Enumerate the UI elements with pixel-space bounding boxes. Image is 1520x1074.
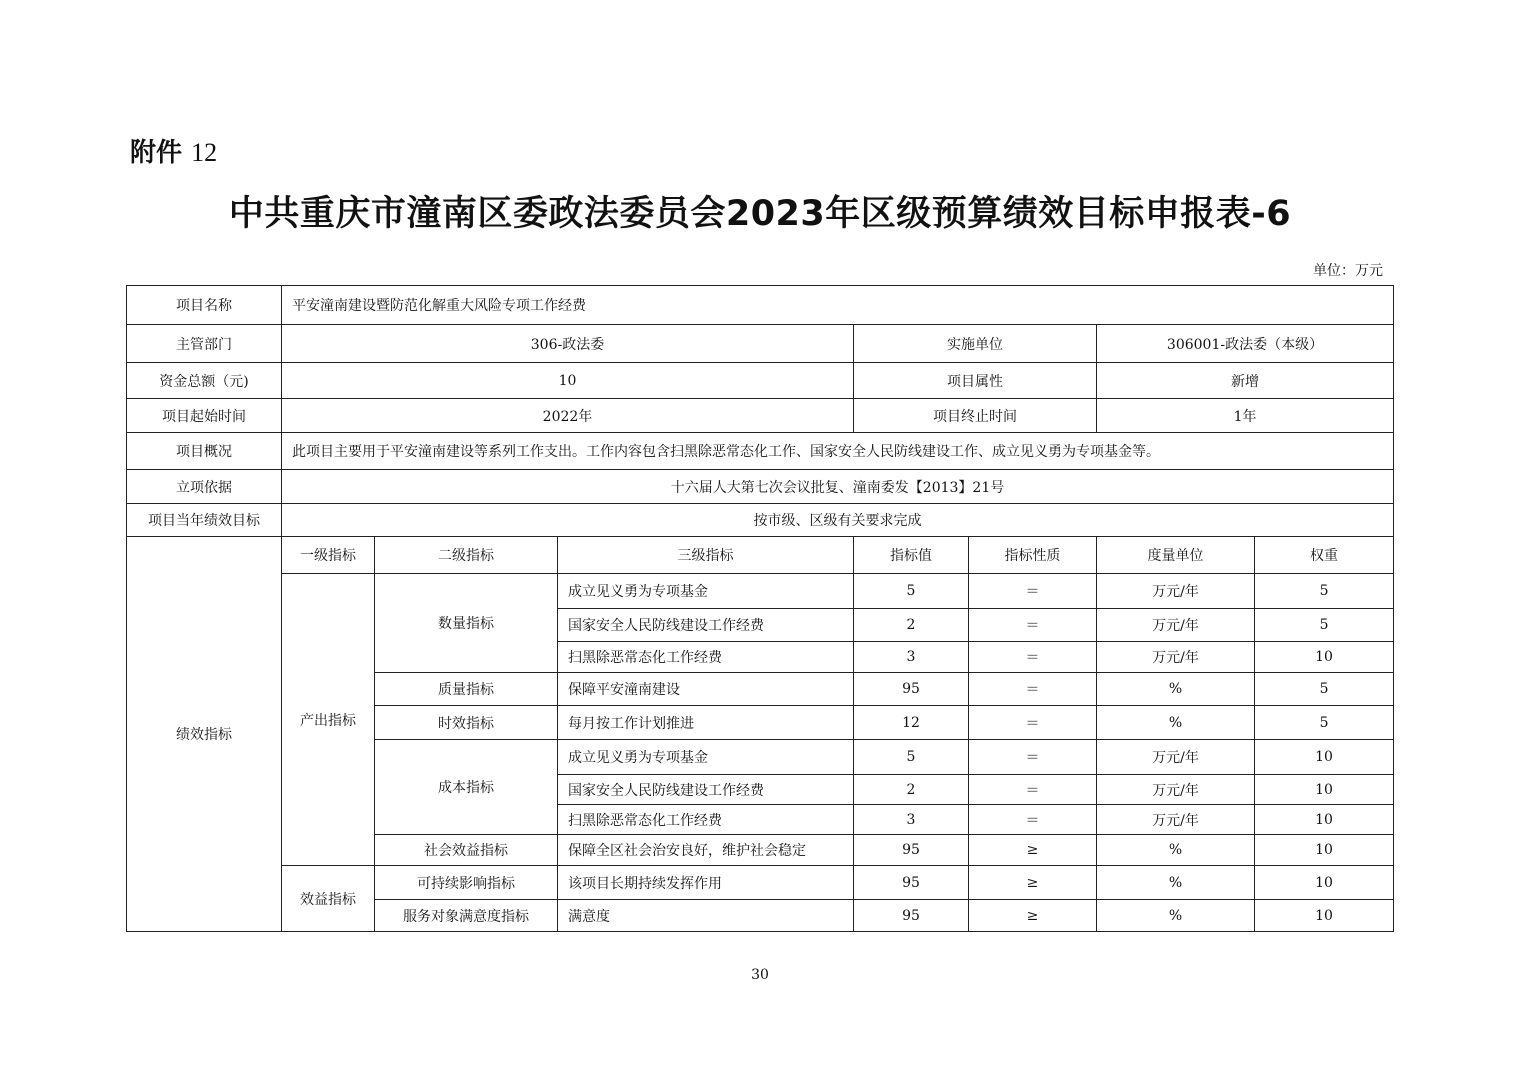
- level2-social-benefit: 社会效益指标: [375, 835, 558, 866]
- attr-value: 新增: [1097, 363, 1394, 399]
- attachment-label: 附件 12: [130, 138, 218, 168]
- indicator-nature: ＝: [969, 673, 1097, 706]
- indicator-weight: 5: [1255, 673, 1394, 706]
- header-weight: 权重: [1255, 537, 1394, 574]
- indicator-value: 2: [854, 775, 969, 805]
- indicator-weight: 5: [1255, 609, 1394, 642]
- impl-value: 306001-政法委（本级）: [1097, 325, 1394, 363]
- attachment-number: 12: [191, 138, 218, 167]
- row-department: [127, 325, 1394, 363]
- attr-label: 项目属性: [854, 363, 1097, 399]
- page-number: 30: [751, 967, 769, 983]
- indicator-unit: 万元/年: [1097, 740, 1255, 775]
- row-funds: [127, 363, 1394, 399]
- indicator-nature: ＝: [969, 706, 1097, 740]
- start-value: 2022年: [282, 399, 854, 433]
- indicator-value: 3: [854, 642, 969, 673]
- indicator-weight: 10: [1255, 740, 1394, 775]
- indicator-nature: ＝: [969, 740, 1097, 775]
- level2-satisfaction: 服务对象满意度指标: [375, 900, 558, 932]
- end-label: 项目终止时间: [854, 399, 1097, 433]
- overview-value: 此项目主要用于平安潼南建设等系列工作支出。工作内容包含扫黑除恶常态化工作、国家安全人民防线建设工作、成立见义勇为专项基金等。: [282, 433, 1394, 470]
- project-name-label: 项目名称: [127, 286, 282, 325]
- row-overview: [127, 433, 1394, 470]
- indicator-name: 成立见义勇为专项基金: [558, 740, 854, 775]
- indicator-weight: 10: [1255, 866, 1394, 900]
- goal-value: 按市级、区级有关要求完成: [282, 504, 1394, 537]
- row-project-name: [127, 286, 1394, 325]
- indicator-nature: ≥: [969, 835, 1097, 866]
- indicator-value: 2: [854, 609, 969, 642]
- level2-quantity: 数量指标: [375, 574, 558, 673]
- start-label: 项目起始时间: [127, 399, 282, 433]
- unit-note: 单位：万元: [1313, 263, 1383, 279]
- table-row: [127, 574, 1394, 609]
- indicator-value: 5: [854, 574, 969, 609]
- indicator-value: 95: [854, 835, 969, 866]
- indicator-unit: 万元/年: [1097, 775, 1255, 805]
- indicator-weight: 5: [1255, 706, 1394, 740]
- basis-value: 十六届人大第七次会议批复、潼南委发【2013】21号: [282, 470, 1394, 504]
- dept-value: 306-政法委: [282, 325, 854, 363]
- dept-label: 主管部门: [127, 325, 282, 363]
- goal-label: 项目当年绩效目标: [127, 504, 282, 537]
- indicator-name: 扫黑除恶常态化工作经费: [558, 805, 854, 835]
- indicator-value: 95: [854, 866, 969, 900]
- level1-benefit: 效益指标: [282, 866, 375, 932]
- indicator-name: 保障平安潼南建设: [558, 673, 854, 706]
- indicator-nature: ＝: [969, 805, 1097, 835]
- page-title: 中共重庆市潼南区委政法委员会2023年区级预算绩效目标申报表-6: [228, 194, 1292, 234]
- perf-section-label: 绩效指标: [127, 537, 282, 932]
- indicator-value: 95: [854, 673, 969, 706]
- header-level2: 二级指标: [375, 537, 558, 574]
- funds-label: 资金总额（元): [127, 363, 282, 399]
- perf-header-row: [127, 537, 1394, 574]
- indicator-name: 国家安全人民防线建设工作经费: [558, 775, 854, 805]
- project-name-value: 平安潼南建设暨防范化解重大风险专项工作经费: [282, 286, 1394, 325]
- impl-label: 实施单位: [854, 325, 1097, 363]
- indicator-name: 保障全区社会治安良好，维护社会稳定: [558, 835, 854, 866]
- indicator-name: 每月按工作计划推进: [558, 706, 854, 740]
- basis-label: 立项依据: [127, 470, 282, 504]
- overview-label: 项目概况: [127, 433, 282, 470]
- indicator-weight: 10: [1255, 642, 1394, 673]
- header-level1: 一级指标: [282, 537, 375, 574]
- indicator-value: 95: [854, 900, 969, 932]
- table-row: [127, 866, 1394, 900]
- indicator-unit: %: [1097, 706, 1255, 740]
- level2-timeliness: 时效指标: [375, 706, 558, 740]
- header-value: 指标值: [854, 537, 969, 574]
- row-period: [127, 399, 1394, 433]
- indicator-weight: 10: [1255, 775, 1394, 805]
- indicator-nature: ＝: [969, 775, 1097, 805]
- indicator-unit: 万元/年: [1097, 574, 1255, 609]
- indicator-unit: %: [1097, 835, 1255, 866]
- indicator-name: 成立见义勇为专项基金: [558, 574, 854, 609]
- row-basis: [127, 470, 1394, 504]
- indicator-name: 满意度: [558, 900, 854, 932]
- indicator-nature: ＝: [969, 642, 1097, 673]
- level2-cost: 成本指标: [375, 740, 558, 835]
- level2-quality: 质量指标: [375, 673, 558, 706]
- indicator-unit: %: [1097, 900, 1255, 932]
- level2-sustainability: 可持续影响指标: [375, 866, 558, 900]
- funds-value: 10: [282, 363, 854, 399]
- indicator-value: 5: [854, 740, 969, 775]
- indicator-value: 12: [854, 706, 969, 740]
- indicator-name: 该项目长期持续发挥作用: [558, 866, 854, 900]
- indicator-value: 3: [854, 805, 969, 835]
- indicator-weight: 10: [1255, 900, 1394, 932]
- indicator-unit: 万元/年: [1097, 642, 1255, 673]
- indicator-nature: ≥: [969, 866, 1097, 900]
- indicator-name: 扫黑除恶常态化工作经费: [558, 642, 854, 673]
- header-nature: 指标性质: [969, 537, 1097, 574]
- indicator-nature: ＝: [969, 609, 1097, 642]
- indicator-weight: 10: [1255, 805, 1394, 835]
- budget-performance-table: [126, 285, 1394, 932]
- indicator-nature: ＝: [969, 574, 1097, 609]
- indicator-weight: 5: [1255, 574, 1394, 609]
- indicator-nature: ≥: [969, 900, 1097, 932]
- indicator-unit: 万元/年: [1097, 805, 1255, 835]
- level1-output: 产出指标: [282, 574, 375, 866]
- header-unit: 度量单位: [1097, 537, 1255, 574]
- row-goal: [127, 504, 1394, 537]
- end-value: 1年: [1097, 399, 1394, 433]
- indicator-unit: 万元/年: [1097, 609, 1255, 642]
- indicator-unit: %: [1097, 866, 1255, 900]
- indicator-weight: 10: [1255, 835, 1394, 866]
- indicator-name: 国家安全人民防线建设工作经费: [558, 609, 854, 642]
- indicator-unit: %: [1097, 673, 1255, 706]
- header-level3: 三级指标: [558, 537, 854, 574]
